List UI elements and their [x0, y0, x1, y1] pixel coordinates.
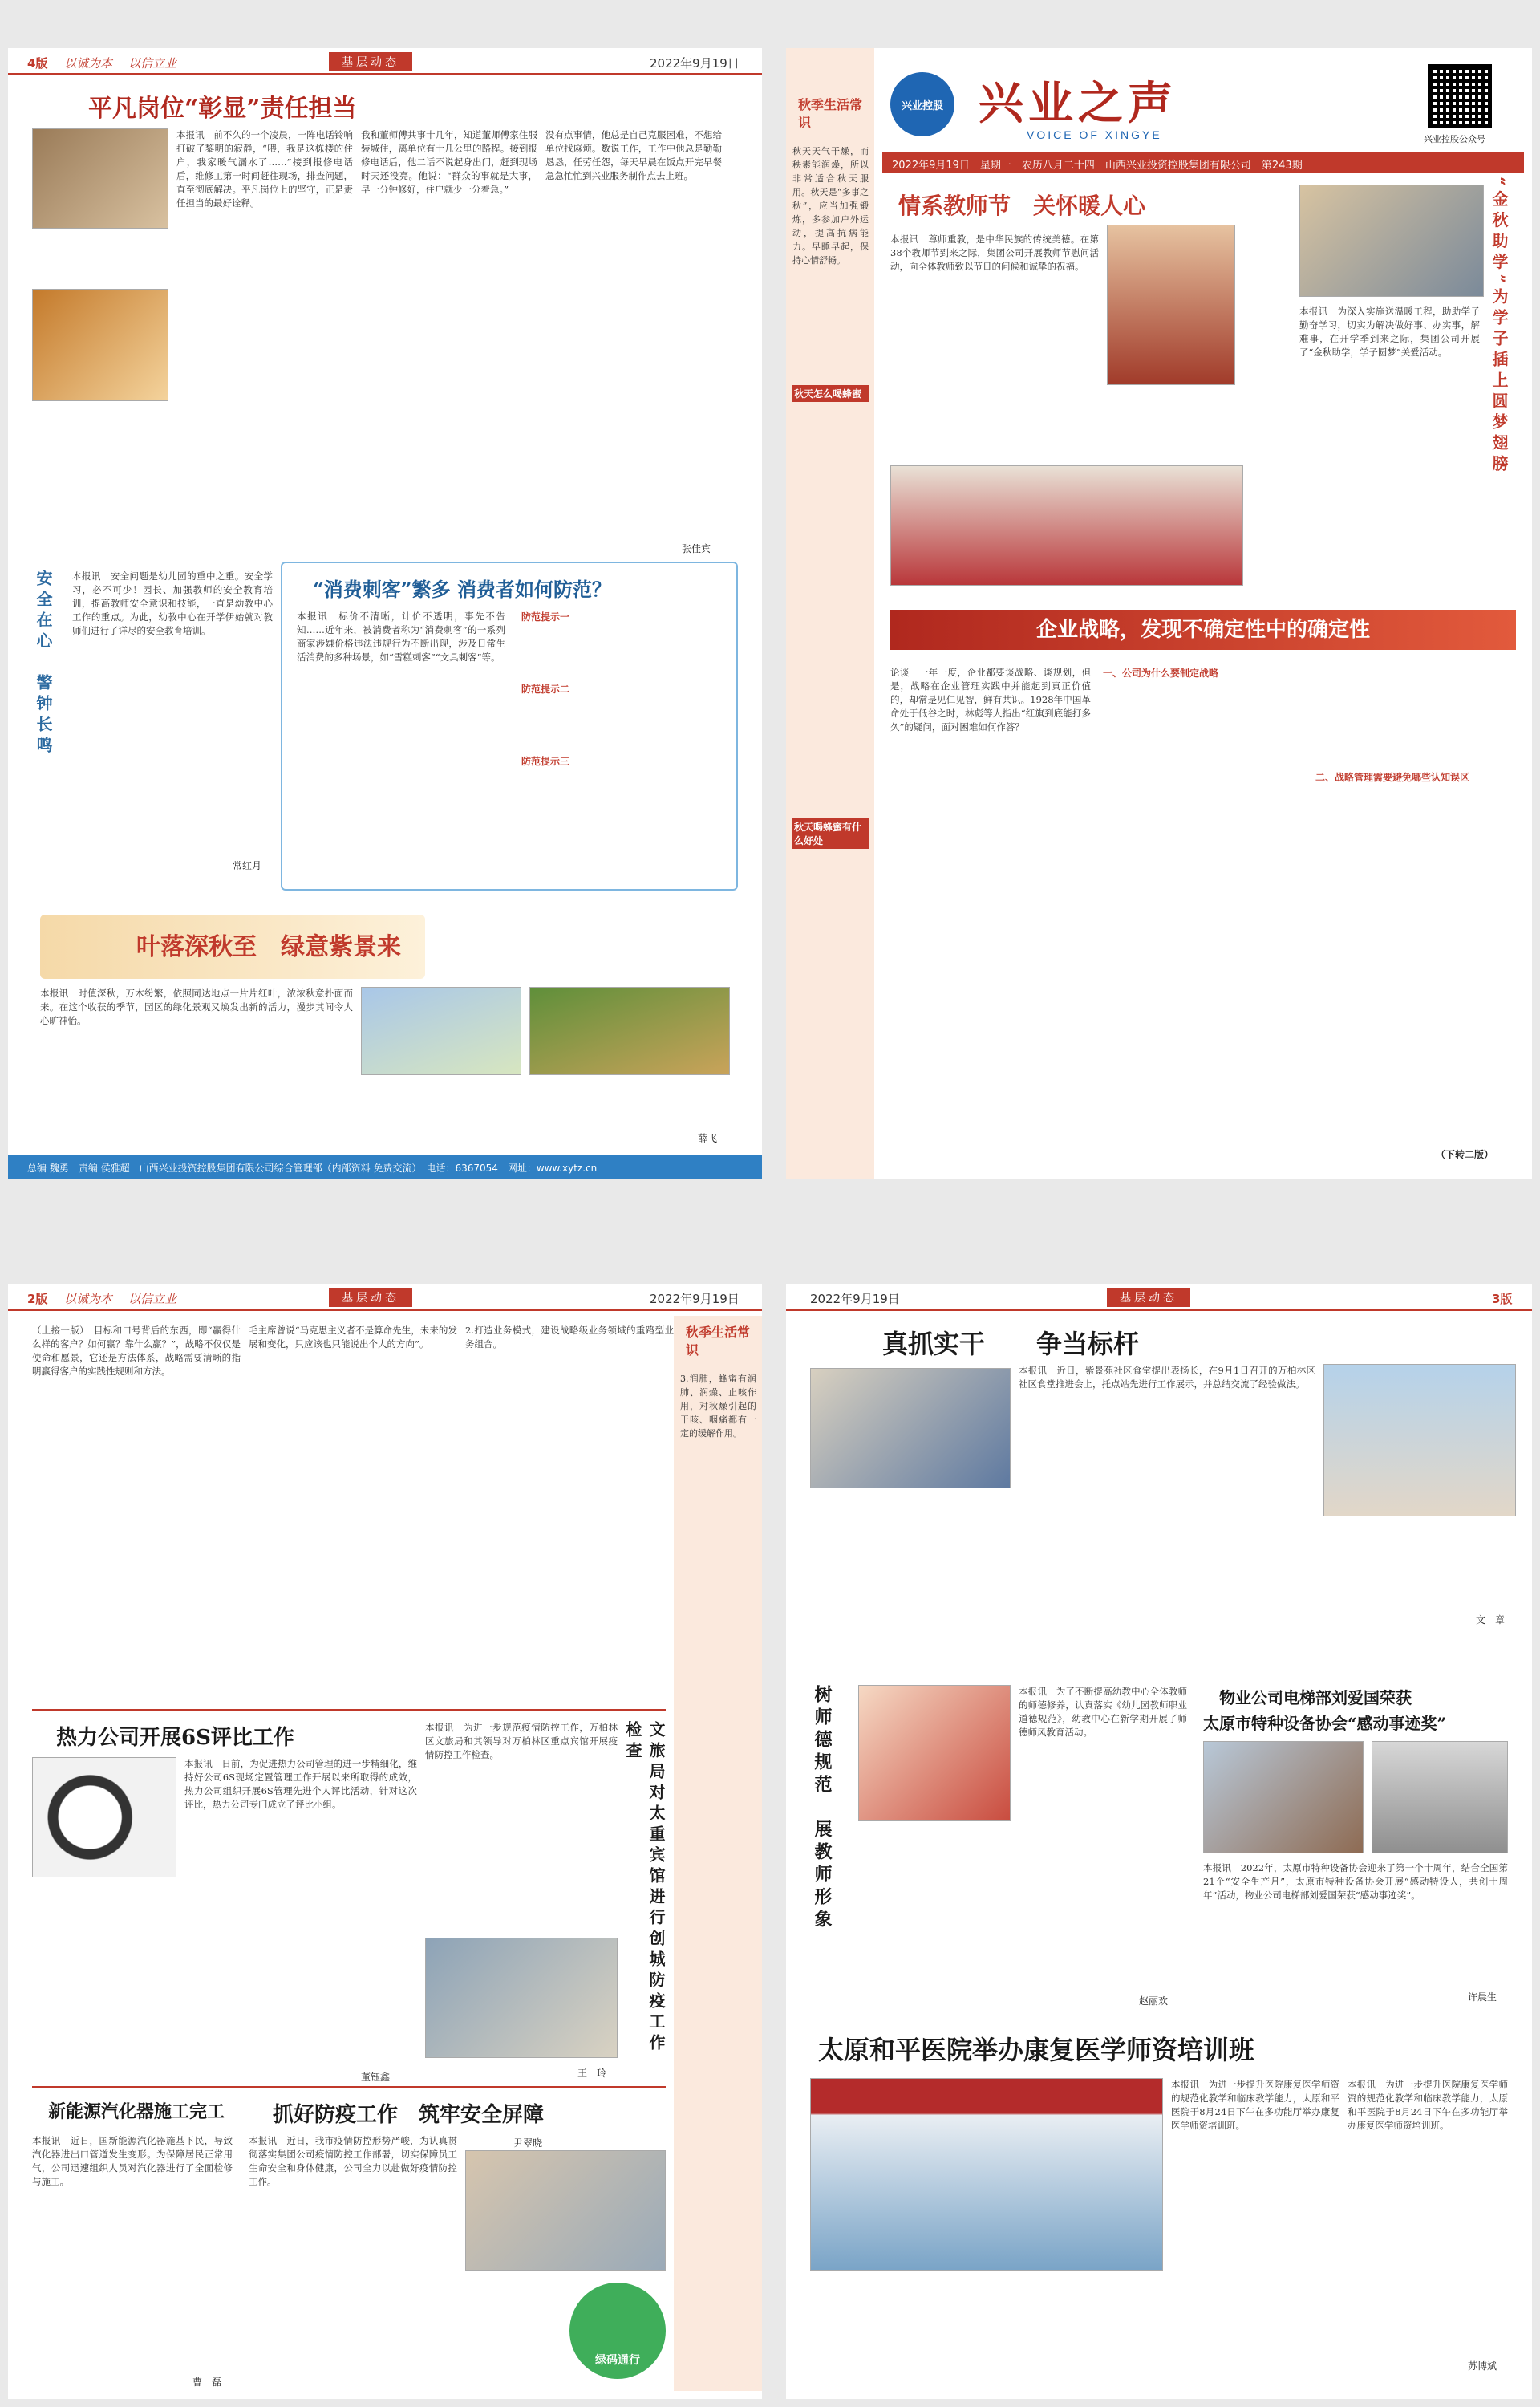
article-teacher-col1: 本报讯 尊师重教，是中华民族的传统美德。在第38个教师节到来之际，集团公司开展教师节慰问活动，向全体教师致以节日的问候和诚挚的祝福。 — [890, 233, 1099, 272]
article-duty-col2: 我和董师傅共事十几年，知道董师傅家住服装城住，离单位有十几公里的路程。接到报修电话后，他二话不说起身出门，赶到现场时天还没亮。他说：“群众的事就是大事，早一分钟修好，住户就少一分着急。” — [361, 129, 537, 195]
author-autumn: 薛飞 — [698, 1133, 718, 1144]
vertical-title-teacher: 树师德规范 展教师形象 — [812, 1685, 833, 1932]
author-epidemic: 尹翠晓 — [513, 2137, 543, 2149]
sidebar-text: 3.润肺，蜂蜜有润肺、润燥、止咳作用，对秋燥引起的干咳、咽痛都有一定的缓解作用。 — [680, 1374, 756, 1439]
photo-teacher-group — [1107, 225, 1235, 385]
photo-hospital-training — [810, 2078, 1163, 2271]
author-duty: 张佳宾 — [682, 543, 711, 554]
headline-consumer: “消费刺客”繁多 消费者如何防范？ — [313, 578, 611, 601]
author-lift: 许晨生 — [1468, 1991, 1497, 2003]
slogan-2: 以信立业 — [128, 56, 177, 71]
photo-worker — [32, 128, 168, 229]
article-6s: 本报讯 日前，为促进热力公司管理的进一步精细化，维持好公司6S现场定置管理工作开展以来所取得的成效，热力公司组织开展6S管理先进个人评比活动，针对这次评比，热力公司专门成立了评比小组。 — [184, 1758, 417, 1810]
vertical-title-culture: 文旅局对太重宾馆进行创城防疫工作检查 — [623, 1721, 666, 2055]
author-culture: 王 玲 — [578, 2068, 607, 2079]
vertical-title-safety: 安全在心 警钟长鸣 — [34, 570, 53, 757]
article-consumer: 本报讯 标价不清晰，计价不透明，事先不告知……近年来，被消费者称为“消费刺客”的一系列商家涉嫌价格违法违规行为不断出现，涉及日常生活消费的多种场景，如“雪糕刺客”“文具刺客”等。 — [297, 611, 505, 663]
divider — [32, 2086, 666, 2088]
article-hospital-col2: 本报讯 为进一步提升医院康复医学师资的规范化教学和临床教学能力，太原和平医院于8月24日下午在多功能厅举办康复医学师资培训班。 — [1348, 2079, 1508, 2131]
sidebar-sub-2: 秋天喝蜂蜜有什么好处 — [792, 818, 869, 849]
page-3 — [786, 1284, 1532, 2399]
photo-epidemic — [465, 2150, 666, 2271]
article-lift: 本报讯 2022年，太原市特种设备协会迎来了第一个十周年，结合全国第21个“安全生产月”，太原市特种设备协会开展“感动特设人，共创十周年”活动，物业公司电梯部刘爱国荣获“感动事迹奖”。 — [1203, 1862, 1508, 1901]
slogan-1: 以诚为本 — [64, 1292, 113, 1306]
qr-code[interactable] — [1428, 64, 1492, 128]
page-header — [8, 48, 762, 75]
sidebar-title: 秋季生活常识 — [798, 97, 863, 130]
paper-name: 兴业之声 — [979, 77, 1177, 130]
continued-note: （下转二版） — [1436, 1149, 1494, 1160]
headline-hospital: 太原和平医院举办康复医学师资培训班 — [818, 2035, 1255, 2065]
slogan-1: 以诚为本 — [64, 56, 113, 71]
article-culture: 本报讯 为进一步规范疫情防控工作，万柏林区文旅局和其领导对万柏林区重点宾馆开展疫情防控工作检查。 — [425, 1722, 618, 1760]
headline-lift-2: 太原市特种设备协会“感动事迹奖” — [1203, 1714, 1447, 1733]
article-safety: 本报讯 安全问题是幼儿园的重中之重。安全学习，必不可少！园长、加强教师的安全教育培训，提高教师安全意识和技能，一直是幼教中心工作的重点。为此，幼教中心在开学伊始就对教师们进行了详尽的安全教育培训。 — [72, 570, 273, 636]
page-header — [786, 1284, 1532, 1311]
article-ev: 本报讯 近日，国新能源汽化器施基下民，导致汽化器进出口管道发生变形。为保障居民正常用气，公司迅速组织人员对汽化器进行了全面检修与施工。 — [32, 2135, 233, 2187]
headline-lift-1: 物业公司电梯部刘爱国荣获 — [1219, 1688, 1412, 1707]
headline-6s: 热力公司开展6S评比工作 — [56, 1726, 294, 1750]
author-ev: 曹 磊 — [192, 2377, 222, 2388]
section-badge: 基层动态 — [329, 1288, 412, 1307]
logo-badge — [890, 72, 954, 136]
issue-date: 2022年9月19日 — [650, 56, 740, 71]
headline-autumn: 叶落深秋至 绿意紫景来 — [136, 933, 401, 961]
photo-canteen — [810, 1368, 1011, 1488]
author-6s: 董钰鑫 — [361, 2072, 391, 2083]
page-number: 3版 — [1492, 1292, 1513, 1306]
sidebar-text: 秋天天气干燥，而秧素能润燥，所以非常适合秋天服用。秋天是“多事之秋”，应当加强锻炼，多参加户外运动，提高抗病能力。早睡早起，保持心情舒畅。 — [792, 146, 869, 266]
strategy-sub-2: 二、战略管理需要避免哪些认知误区 — [1315, 772, 1470, 783]
photo-building — [1323, 1364, 1516, 1516]
tip-3: 防范提示三 — [521, 756, 570, 767]
dateline-bar: 2022年9月19日 星期一 农历八月二十四 山西兴业投资控股集团有限公司 第243期 — [882, 152, 1524, 173]
article-hospital-col1: 本报讯 为进一步提升医院康复医学师资的规范化教学和临床教学能力，太原和平医院于8月24日下午在多功能厅举办康复医学师资培训班。 — [1171, 2079, 1339, 2131]
headline-zhua: 真抓实干 争当标杆 — [882, 1329, 1140, 1359]
headline-duty: 平凡岗位“彰显”责任担当 — [88, 95, 357, 123]
tip-2: 防范提示二 — [521, 684, 570, 695]
qr-caption: 兴业控股公众号 — [1424, 134, 1485, 144]
sidebar-title: 秋季生活常识 — [686, 1325, 751, 1358]
photo-elevator — [1372, 1741, 1508, 1853]
paper-name-en: VOICE OF XINGYE — [1027, 128, 1162, 141]
green-code-sticker — [569, 2283, 666, 2379]
article-epidemic: 本报讯 近日，我市疫情防控形势严峻，为认真贯彻落实集团公司疫情防控工作部署，切实保障员工生命安全和身体健康，公司全力以赴做好疫情防控工作。 — [249, 2135, 457, 2187]
page-header — [8, 1284, 762, 1311]
article-zhua: 本报讯 近日，紫景苑社区食堂提出表扬长，在9月1日召开的万柏林区社区食堂推进会上，托点站先进行工作展示，并总结交流了经验做法。 — [1019, 1365, 1315, 1390]
article-autumn: 本报讯 时值深秋，万木纷繁，依照同达地点一片片红叶，浓浓秋意扑面而来。在这个收获的季节，园区的绿化景观又焕发出新的活力，漫步其间令人心旷神怡。 — [40, 988, 353, 1026]
strategy-cont-col1: （上接一版） 目标和口号背后的东西，即“赢得什么样的客户？如何赢？靠什么赢？”，战略不仅仅是使命和愿景，它还是方法体系，战略需要清晰的指明赢得客户的实践性规则和方法。 — [32, 1325, 241, 1377]
photo-award — [1203, 1741, 1364, 1853]
issue-date: 2022年9月19日 — [810, 1292, 900, 1306]
photo-kitchen — [32, 289, 168, 401]
sidebar-sub-1: 秋天怎么喝蜂蜜 — [792, 385, 869, 402]
sticker-text: 绿码通行 — [595, 2354, 640, 2367]
section-badge: 基层动态 — [1107, 1288, 1190, 1307]
strategy-sub-1: 一、公司为什么要制定战略 — [1103, 668, 1219, 679]
page-number: 4版 — [27, 56, 48, 71]
page-1 — [786, 48, 1532, 1179]
page-2 — [8, 1284, 762, 2399]
headline-ev: 新能源汽化器施工完工 — [48, 2101, 225, 2122]
divider — [32, 1709, 666, 1711]
logo-text: 兴业控股 — [901, 99, 943, 112]
section-badge: 基层动态 — [329, 52, 412, 71]
issue-date: 2022年9月19日 — [650, 1292, 740, 1306]
illustration-teacher — [858, 1685, 1011, 1821]
photo-coffee — [32, 1757, 176, 1877]
banner-strategy: 企业战略，发现不确定性中的确定性 — [890, 610, 1516, 650]
page-number: 2版 — [27, 1292, 48, 1306]
strategy-cont-col3: 2.打造业务模式，建设战略级业务领域的重路型业务组合。 — [465, 1325, 674, 1350]
author-teacher: 赵丽欢 — [1139, 1995, 1169, 2007]
strategy-cont-col2: 毛主席曾说“马克思主义者不是算命先生，未来的发展和变化，只应该也只能说出个大的方向”。 — [249, 1325, 457, 1350]
photo-fountain — [361, 987, 521, 1075]
slogan-2: 以信立业 — [128, 1292, 177, 1306]
article-strategy-col1: 论谈 一年一度，企业都要谈战略、谈规划，但是，战略在企业管理实践中并能起到真正价值的，却常是见仁见智，鲜有共识。1928年中国革命处于低谷之时，林彪等人指出“红旗到底能打多久”的疑问，面对困难如何作答？ — [890, 667, 1091, 733]
author-zhua: 文 章 — [1476, 1614, 1506, 1626]
photo-teachers — [890, 465, 1243, 586]
photo-inspection — [425, 1938, 618, 2058]
author-safety: 常红月 — [233, 860, 262, 871]
author-hospital: 苏博斌 — [1468, 2360, 1497, 2372]
vertical-title-aid: “金秋助学”为学子插上圆梦翅膀 — [1489, 177, 1509, 477]
page-4 — [8, 48, 762, 1179]
article-aid: 本报讯 为深入实施送温暖工程，助助学子勤奋学习，切实为解决做好事、办实事，解难事，在开学季到来之际，集团公司开展了“金秋助学，学子圆梦”关爱活动。 — [1299, 306, 1480, 358]
footer-credits: 总编 魏勇 责编 侯雅超 山西兴业投资控股集团有限公司综合管理部（内部资料 免费交流） 电话：6367054 网址：www.xytz.cn — [8, 1155, 762, 1179]
headline-epidemic: 抓好防疫工作 筑牢安全屏障 — [273, 2103, 545, 2127]
article-duty-col3: 没有点事情，他总是自己克服困难，不想给单位找麻烦。数说工作，工作中他总是勤勤恳恳，任劳任怨，每天早晨在饭点开完早餐急急忙忙到兴业服务制作点去上班。 — [545, 129, 722, 181]
photo-aid — [1299, 185, 1484, 297]
headline-teacher: 情系教师节 关怀暖人心 — [898, 193, 1146, 219]
article-teacher: 本报讯 为了不断提高幼教中心全体教师的师德修养，认真落实《幼儿园教师职业道德规范》，幼教中心在新学期开展了师德师风教育活动。 — [1019, 1686, 1187, 1738]
tip-1: 防范提示一 — [521, 611, 570, 623]
article-duty-col1: 本报讯 前不久的一个凌晨，一阵电话铃响打破了黎明的寂静，“喂，我是这栋楼的住户，我家暖气漏水了……”接到报修电话后，维修工第一时间赶往现场，排查问题，直至彻底解决。平凡岗位上的坚守，正是责任担当的最好诠释。 — [176, 129, 353, 209]
photo-playground — [529, 987, 730, 1075]
